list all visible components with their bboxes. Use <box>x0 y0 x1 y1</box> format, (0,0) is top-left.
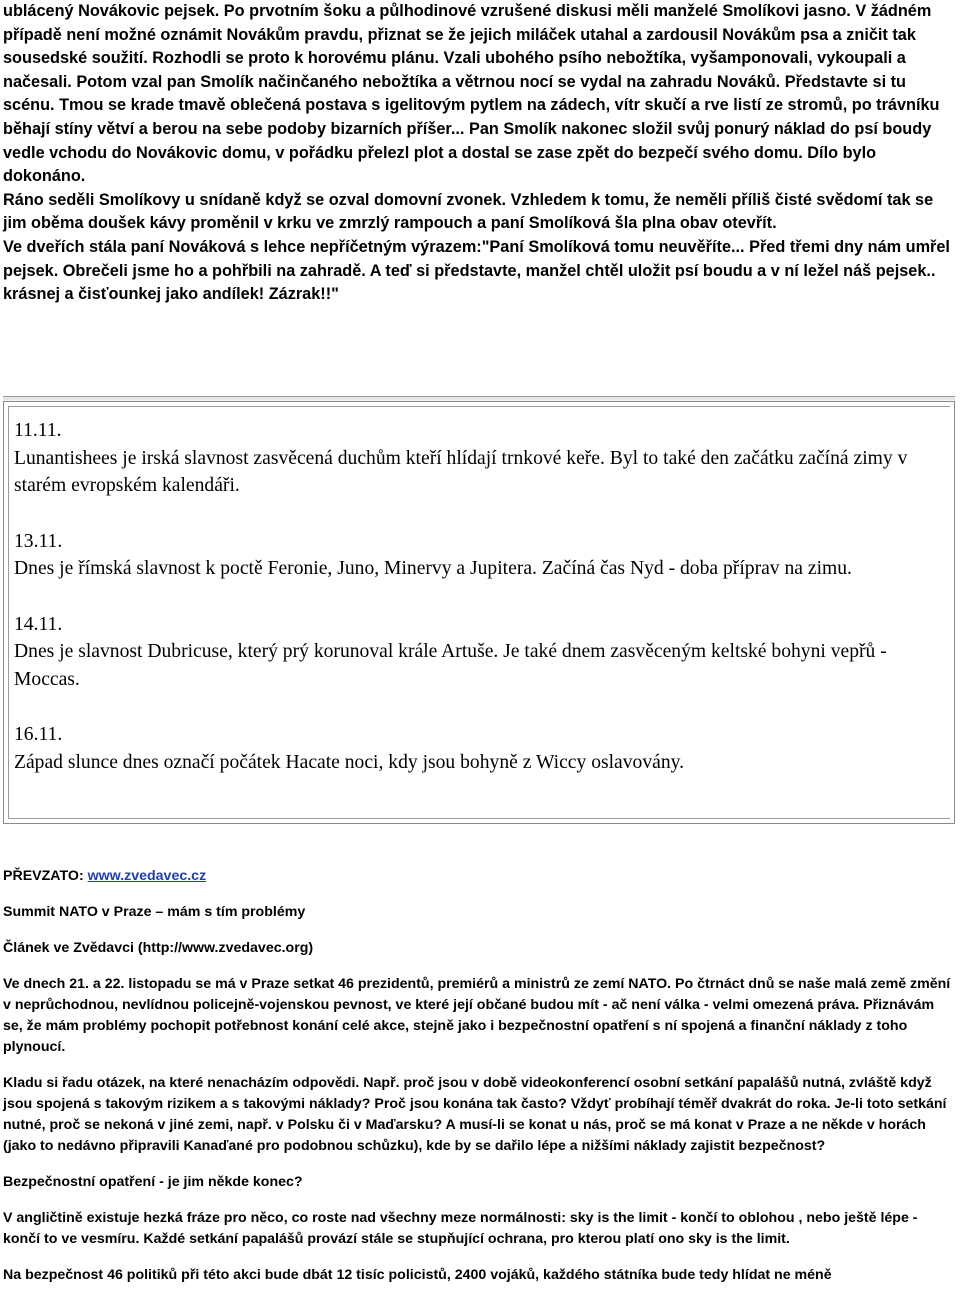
calendar-box-inner <box>8 406 950 819</box>
calendar-text: Dnes je římská slavnost k poctě Feronie, Juno, Minervy a Jupitera. Začíná čas Nyd - doba příprav na zimu. <box>14 558 852 579</box>
calendar-entry <box>14 721 950 776</box>
article-paragraph: Kladu si řadu otázek, na které nenacházím odpovědi. Např. proč jsou v době videokonferencí osobní setkání papalášů nutná, zvláště když jsou spojená s takovým rizikem a s takovými náklady? Proč jsou konána tak často? Vždyť probíhají téměř dvakrát do roka. Je-li toto setkání nutné, proč se nekoná v jiné zemi, např. v Polsku či v Maďarsku? A musí-li se konat u nás, proč se má konat v Praze a ne někde v horách (jako to nedávno připravili Kanaďané pro podobnou schůzku), kde by se dařilo lépe a nižšími náklady zajistit bezpečnost? <box>3 1075 947 1154</box>
article-origin: Článek ve Zvědavci (http://www.zvedavec.org) <box>3 940 314 956</box>
calendar-date: 14.11. <box>14 613 63 635</box>
article-paragraph: Ve dnech 21. a 22. listopadu se má v Praze setkat 46 prezidentů, premiérů a ministrů ze zemí NATO. Po čtrnáct dnů se naše malá země změní v neprůchodnou, nevlídnou policejně-vojenskou pevnost, ve které její občané budou mít - ač není válka - velmi omezená práva. Přiznávám se, že mám problémy pochopit potřebnost konání celé akce, stejně jako i bezpečnostní opatření s ní spojená a finanční náklady z toho plynoucí. <box>3 976 951 1055</box>
source-label: PŘEVZATO: <box>3 868 88 884</box>
calendar-text: Západ slunce dnes označí počátek Hacate noci, kdy jsou bohyně z Wiccy oslavovány. <box>14 751 685 773</box>
article-section <box>3 866 955 1301</box>
calendar-date: 11.11. <box>14 420 62 441</box>
calendar-date: 16.11. <box>14 724 63 745</box>
source-link[interactable]: www.zvedavec.cz <box>87 868 207 884</box>
calendar-box <box>3 401 955 824</box>
story-paragraph: Ráno seděli Smolíkovy u snídaně když se ozval domovní zvonek. Vzhledem k tomu, že neměli příliš čisté svědomí tak se jim oběma doušek kávy proměnil v krku ve zmrzlý rampouch a paní Smolíková šla plna obav otevřít. <box>3 190 934 233</box>
article-paragraph: V angličtině existuje hezká fráze pro něco, co roste nad všechny meze normálnosti: sky is the limit - končí to oblohou , nebo ještě lépe - končí to ve vesmíru. Každé setkání papalášů provází stále se stupňující ochrana, pro kterou platí ono sky is the limit. <box>3 1210 918 1247</box>
calendar-entry <box>14 528 950 583</box>
source-line <box>3 866 955 887</box>
calendar-entry <box>14 611 950 694</box>
article-paragraph: Na bezpečnost 46 politiků při této akci bude dbát 12 tisíc policistů, 2400 vojáků, každého státníka bude tedy hlídat ne méně <box>3 1267 832 1283</box>
story-text <box>3 0 955 307</box>
story-paragraph: Ve dveřích stála paní Nováková s lehce nepříčetným výrazem:"Paní Smolíková tomu neuvěříte... Před třemi dny nám umřel pejsek. Obrečeli jsme ho a pohřbili na zahradě. A teď si představte, manžel chtěl uložit psí boudu a v ní ležel náš pejsek.. krásnej a čisťounkej jako andílek! Zázrak!!" <box>3 237 950 304</box>
article-title: Summit NATO v Praze – mám s tím problémy <box>3 904 306 920</box>
story-paragraph: ublácený Novákovic pejsek. Po prvotním šoku a půlhodinové vzrušené diskusi měli manželé Smolíkovi jasno. V žádném případě není možné oznámit Novákům pravdu, přiznat se že jejich miláček utahal a zardousil Novákům psa a zničit tak sousedské soužití. Rozhodli se proto k horovému plánu. Vzali ubohého psího nebožtíka, vyšamponovali, vykoupali a načesali. Potom vzal pan Smolík načinčaného nebožtíka a větrnou nocí se vydal na zahradu Nováků. Představte si tu scénu. Tmou se krade tmavě oblečená postava s igelitovým pytlem na zádech, vítr skučí a rve listí ze stromů, po trávníku běhají stíny větví a berou na sebe podoby bizarních příšer... Pan Smolík nakonec složil svůj ponurý náklad do psí boudy vedle vchodu do Novákovic domu, v pořádku přelezl plot a dostal se zase zpět do bezpečí svého domu. Dílo bylo dokonáno. <box>3 2 940 186</box>
article-subheading: Bezpečnostní opatření - je jim někde konec? <box>3 1174 303 1190</box>
calendar-text: Dnes je slavnost Dubricuse, který prý korunoval krále Artuše. Je také dnem zasvěceným keltské bohyni vepřů - Moccas. <box>14 641 887 690</box>
calendar-text: Lunantishees je irská slavnost zasvěcená duchům kteří hlídají trnkové keře. Byl to také den začátku začíná zimy v starém evropském kalendáři. <box>14 447 908 496</box>
calendar-entry <box>14 417 950 500</box>
calendar-date: 13.11. <box>14 530 63 552</box>
